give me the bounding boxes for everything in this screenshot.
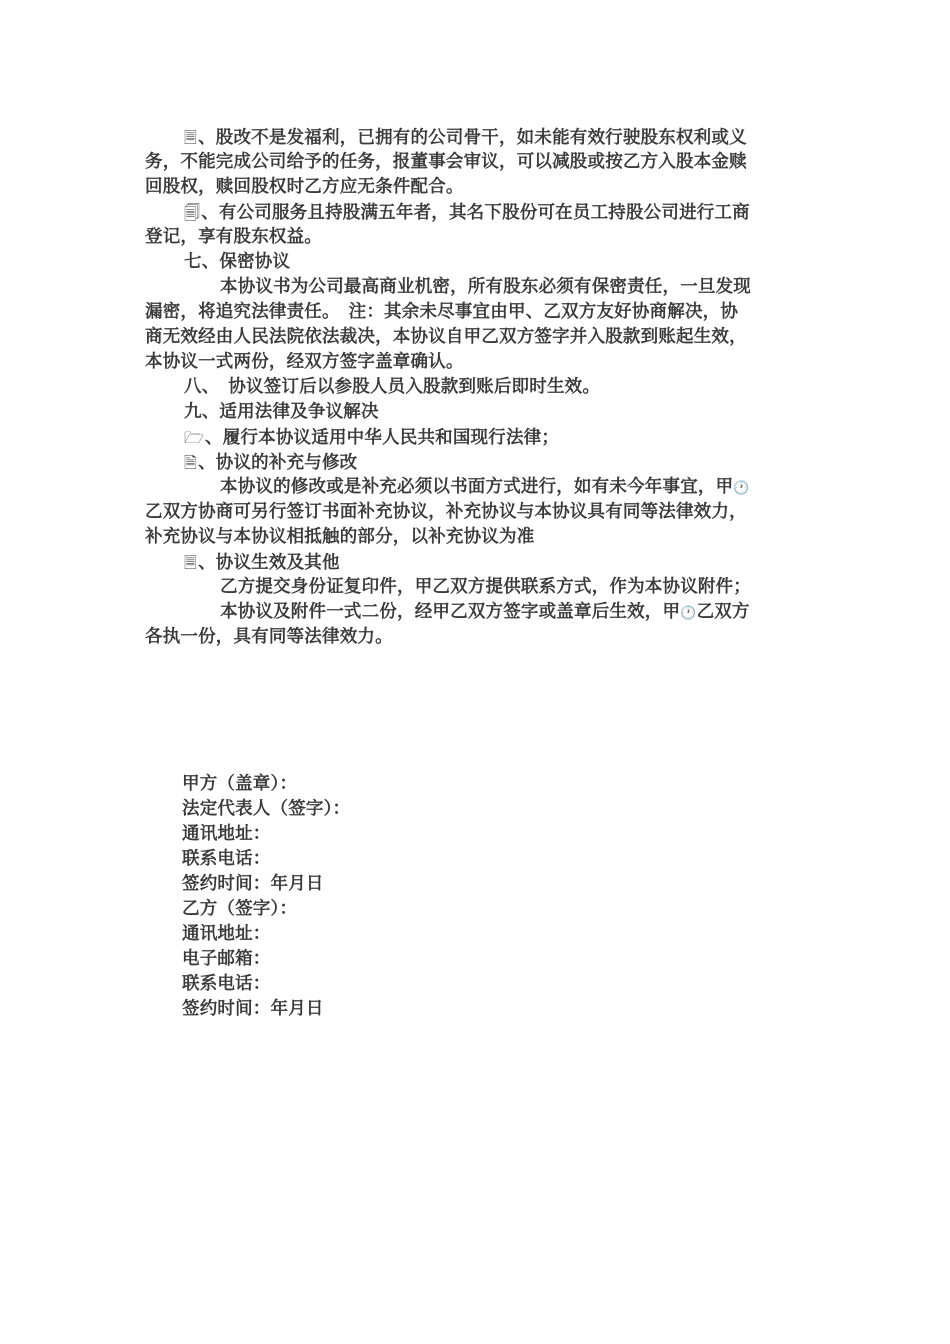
text-line: 各执一份，具有同等法律效力。 xyxy=(145,627,393,647)
folder-icon: 🗁 xyxy=(184,428,205,447)
clause-paragraph xyxy=(184,550,340,576)
document-icon: 🗏 xyxy=(184,128,198,147)
clause-paragraph xyxy=(184,450,357,476)
phone-b-label: 联系电话： xyxy=(182,974,271,994)
clause-paragraph xyxy=(184,425,559,451)
text-line: 、履行本协议适用中华人民共和国现行法律； xyxy=(205,428,560,448)
clause-paragraph xyxy=(184,125,747,151)
text-line: 乙双方 xyxy=(696,602,750,622)
date-b-label: 签约时间：年月日 xyxy=(182,999,324,1019)
text-line: 乙方提交身份证复印件，甲乙双方提供联系方式，作为本协议附件； xyxy=(220,577,751,597)
text-line: 登记，享有股东权益。 xyxy=(145,227,322,247)
text-line: 补充协议与本协议相抵触的部分，以补充协议为准 xyxy=(145,527,535,547)
text-line: 、股改不是发福利，已拥有的公司骨干，如未能有效行驶股东权利或义 xyxy=(198,128,747,148)
text-line: 、协议的补充与修改 xyxy=(198,453,358,473)
email-b-label: 电子邮箱： xyxy=(182,949,271,969)
party-a-label: 甲方（盖章）： xyxy=(182,774,298,794)
phone-a-label: 联系电话： xyxy=(182,849,271,869)
legal-rep-label: 法定代表人（签字）： xyxy=(182,799,351,819)
text-line: 本协议及附件一式二份，经甲乙双方签字或盖章后生效，甲 xyxy=(220,602,681,622)
document-icon: 🗏 xyxy=(184,553,198,572)
clause-paragraph xyxy=(220,475,750,501)
text-line: 、协议生效及其他 xyxy=(198,553,340,573)
clock-icon: 🕐 xyxy=(680,606,697,621)
text-line: 漏密，将追究法律责任。 注：其余未尽事宜由甲、乙双方友好协商解决，协 xyxy=(145,302,739,322)
text-line: 本协议书为公司最高商业机密，所有股东必须有保密责任，一旦发现 xyxy=(220,277,751,297)
documents-icon: 🗐 xyxy=(184,203,201,222)
text-line: 回股权，赎回股权时乙方应无条件配合。 xyxy=(145,177,464,197)
party-b-label: 乙方（签字）： xyxy=(182,899,298,919)
text-line: 务，不能完成公司给予的任务，报董事会审议，可以减股或按乙方入股本金赎 xyxy=(145,152,747,172)
text-line: 本协议的修改或是补充必须以书面方式进行，如有未今年事宜，甲 xyxy=(220,477,734,497)
clause-paragraph xyxy=(184,200,750,226)
section-heading: 八、 协议签订后以参股人员入股款到账后即时生效。 xyxy=(184,377,601,397)
date-a-label: 签约时间：年月日 xyxy=(182,874,324,894)
section-heading: 七、保密协议 xyxy=(184,252,291,272)
text-line: 本协议一式两份，经双方签字盖章确认。 xyxy=(145,352,464,372)
page-icon: 🗎 xyxy=(184,453,198,472)
text-line: 商无效经由人民法院依法裁决，本协议自甲乙双方签字并入股款到账起生效， xyxy=(145,327,747,347)
clause-paragraph xyxy=(220,600,750,626)
text-line: 、有公司服务且持股满五年者，其名下股份可在员工持股公司进行工商 xyxy=(201,203,750,223)
section-heading: 九、适用法律及争议解决 xyxy=(184,402,379,422)
clock-icon: 🕐 xyxy=(733,481,750,496)
address-b-label: 通讯地址： xyxy=(182,924,271,944)
text-line: 乙双方协商可另行签订书面补充协议，补充协议与本协议具有同等法律效力， xyxy=(145,502,747,522)
address-a-label: 通讯地址： xyxy=(182,824,271,844)
